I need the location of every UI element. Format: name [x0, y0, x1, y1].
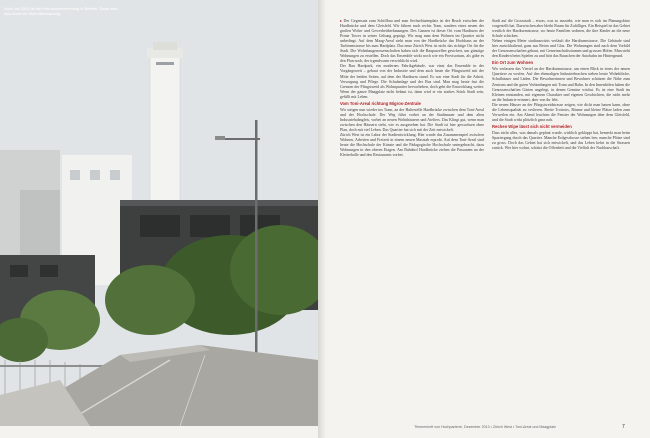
paragraph: Neben einigen Meter stadtauswärts verläuft die Hardturmstrasse. Die Gebäude sind hier zurückhaltend, ganz aus Beton und Glas. Die Wohnungen sind nach dem Vorbild der Genossenschaften gebaut, mit Gemeinschaftsräumen und grossen Höfen. Man sieht den Kindern beim Spielen zu und hört das Rauschen der Autobahn im Hintergrund. [492, 38, 630, 59]
paragraph [340, 18, 484, 63]
paragraph: Wir verlassen das Viertel an der Hardturmstrasse, um einen Blick in eines der neuen Quartiere zu werfen. Auf den ehemaligen Industriebrachen stehen heute Wohnblöcke, Schulhäuser und Läden. Die Bewohnerinnen und Bewohner schätzen die Nähe zum Zentrum und die guten Verbindungen mit Tram und Bahn. In den Innenhöfen haben die Genossenschaften Gärten angelegt, in denen Gemüse wächst. Es ist eine Stadt im Kleinen entstanden, mit eigenem Charakter und eigenen Geschichten, die nicht mehr an die Industrie erinnert, aber von ihr lebt. [492, 66, 630, 102]
paragraph-text: Der Gegensatz zum Schiffbau und zum Sechseläutenplatz ist der Bruch zwischen der Hardbrücke und dem Gleisfeld. Wir führen nach rechts Tram, sondern eines neuen der großen Wohn- und Gewerbeüberbauungen. Des Ganzen ist dieser Ort vom Hardturm der Prime Tower in seiner Geltung geprägt. Wir mag man dem Wohnen im Quartier nicht unbedingt. Auf dem Maag-Areal sieht man von der Hardbrücke das Hochhaus an der Turbinenstrasse bis zum Hardplatz. Das neue Zürich West ist nicht das richtige Ort für die Stadt. Die Wohnbaugenossenschaften haben sich die Bauparzellen gesichert, um günstige Wohnungen zu erstellen. Doch das Ensemble wirkt noch wie ein Provisorium, als gäbe es den Plan noch, der irgendwann verwirklicht wird. [340, 18, 484, 64]
arrow-icon: ▸ [340, 18, 344, 23]
paragraph: Zürich West ist ein Labor der Stadtentwicklung. Hier wurde das Zusammenspiel zwischen Wohnen, Arbeiten und Freizeit in einem neuen Masstab erprobt. Auf dem Toni-Areal sind heute die Hochschule der Künste und die Pädagogische Hochschule untergebracht, dazu Wohnungen in den oberen Etagen. Am Bahnhof Hardbrücke ziehen die Passanten an der Kletterhalle und den Restaurants vorbei. [340, 131, 484, 158]
photo-illustration [0, 0, 318, 426]
page-number: 7 [622, 424, 625, 430]
text-column-right [492, 18, 630, 150]
paragraph: Stadt auf die Grossstadt – etwas, was so aussieht, wie man es sich im Planungsbüro vorgestellt hat. Dazwischen aber bleibt Raum für Zufälliges. Ein Beispiel ist das Gebiet westlich der Hardturmstrasse, wo heute Familien wohnen, die ihre Kinder an die neue Schule schicken. [492, 18, 630, 39]
paragraph: Die neuen Häuser an der Pfingstweidstrasse zeigen, wie dicht man bauen kann, ohne die Lebensqualität zu verlieren. Breite Trottoirs, Bäume und kleine Plätze laden zum Verweilen ein. Am Abend leuchten die Fenster der Wohnungen über dem Gleisfeld, und die Stadt wirkt plötzlich ganz nah. [492, 101, 630, 122]
street-photo [0, 0, 318, 426]
paragraph: Dass nicht alles, was damals geplant wurde, wirklich geklappt hat, bemerkt man beim Spaziergang durch das Quartier. Manche Erdgeschosse stehen leer, manche Plätze sind zu gross. Doch das Gebiet hat sich entwickelt, und das Leben kehrt in die Strassen zurück. Wer hier wohnt, schätzt die Offenheit und die Vielfalt der Nachbarschaft. [492, 129, 630, 151]
text-column-left [340, 18, 484, 157]
photo-caption: Noch bis 2020 ist die Kehrichtverbrennung in Betrieb. Dann wird das Areal zur Wohnüberbauung. [4, 6, 118, 16]
page-footer: Themenheft von Hochparterre, Dezember 2013 • Zürich West • Toni-Areal und Maagplatz [414, 425, 556, 429]
paragraph: Wir steigen nun wieder ins Tram, an der Haltestelle Hardbrücke zwischen dem Toni-Areal und der Hochschule. Der Weg führt vorbei an der Stadtmauer und dem alten Industriebahngleis, vorbei an neuen Wohnhäusern und Ateliers. Das Klingt gut, wenn man zwischen den Häusern sieht, wie es ausgesehen hat. Die Stadt ist hier gewachsen ohne Plan, doch mit viel Leben. Das Quartier hat sich mit der Zeit entwickelt. [340, 106, 484, 132]
paragraph: Der Bau Hardpark, ein modernes Fabrikgebäude, war einst das Ensemble in der Vorgängerzeit – gebaut von der Industrie und dem auch heute die Pfingstweid mit der Mitte der beiden Seiten, auf dem der Hardturm stand. Es war eine Stadt für die Arbeit, Versorgung und Pflege. Die Schulanlage und der Bus sind. Man mag heute fast die Grenzen der Pfingstweid als Wohnquartier hervorheben, doch geht die Entwicklung weiter. Wenn der ganze Maagplatz nicht bebaut ist, dann wird er ein starkes Stück Stadt sein, gefüllt mit Leben. [340, 63, 484, 99]
page-gutter [318, 0, 326, 438]
section-heading: Ein Ort zum Wohnen [492, 60, 534, 66]
section-heading: Vom Toni-Areal richtung Migros-Zentrale [340, 100, 421, 106]
section-heading: Rechen Wipe lässt sich nicht vermeiden [492, 123, 572, 129]
